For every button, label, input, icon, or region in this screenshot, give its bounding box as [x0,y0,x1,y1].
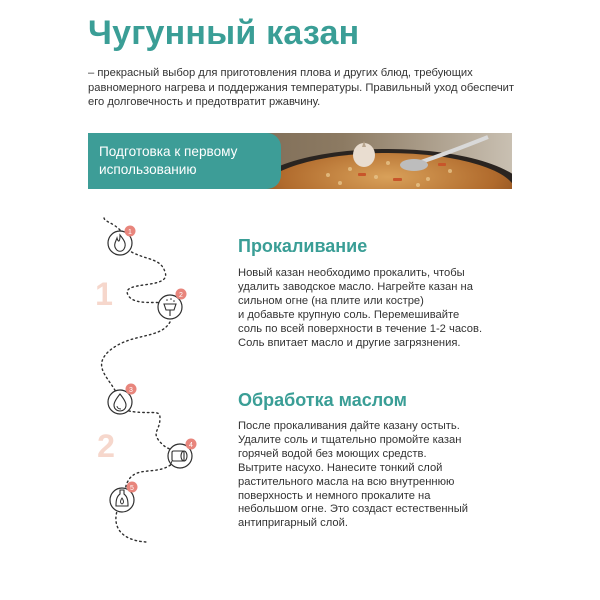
text-line: После прокаливания дайте казану остыть. [238,420,460,432]
marker-badge: 4 [189,442,193,449]
text-line: Удалите соль и тщательно промойте казан [238,433,462,446]
text-line: сильном огне (на плите или костре) [238,294,424,307]
text-line: соль по всей поверхности в течение 1-2 часов. [238,322,483,335]
marker-badge: 3 [129,387,133,394]
text-line: антипригарный слой. [238,517,348,530]
text-line: и добавьте крупную соль. Перемешивайте [238,308,460,321]
section-text-calcination [238,267,508,350]
step-number-1: 1 [95,276,113,312]
marker-badge: 2 [179,292,183,299]
marker-2 [158,289,187,320]
banner-label: Подготовка к первому использованию [99,144,238,177]
section-title-calcination: Прокаливание [238,236,368,256]
text-line: Вытрите насухо. Нанесите тонкий слой [238,461,443,474]
text-line: Новый казан необходимо прокалить, чтобы [238,267,465,279]
text-line: небольшом огне. Это создаст естественный [238,503,469,516]
marker-badge: 5 [130,485,134,492]
marker-4 [168,439,197,469]
marker-3 [108,384,137,415]
section-title-oil-treatment: Обработка маслом [238,390,407,410]
marker-badge: 1 [128,229,132,236]
text-line: Соль впитает масло и другие загрязнения. [238,336,461,349]
page-title: Чугунный казан [88,14,360,52]
intro-paragraph: – прекрасный выбор для приготовления плова и других блюд, требующих равномерного нагрева и поддержания температуры. Правильный уход обеспечит его долговечность и предотвратит ржавчину. [88,67,515,109]
step-number-2: 2 [97,428,115,464]
section-text-oil-treatment [238,420,508,531]
marker-1 [108,226,136,256]
text-line: поверхность и немного прокалите на [238,489,431,502]
text-line: растительного масла на всю внутреннюю [238,475,455,488]
marker-5 [110,482,138,513]
text-line: горячей водой без моющих средств. [238,447,427,460]
text-line: удалить заводское масло. Нагрейте казан на [238,280,473,293]
